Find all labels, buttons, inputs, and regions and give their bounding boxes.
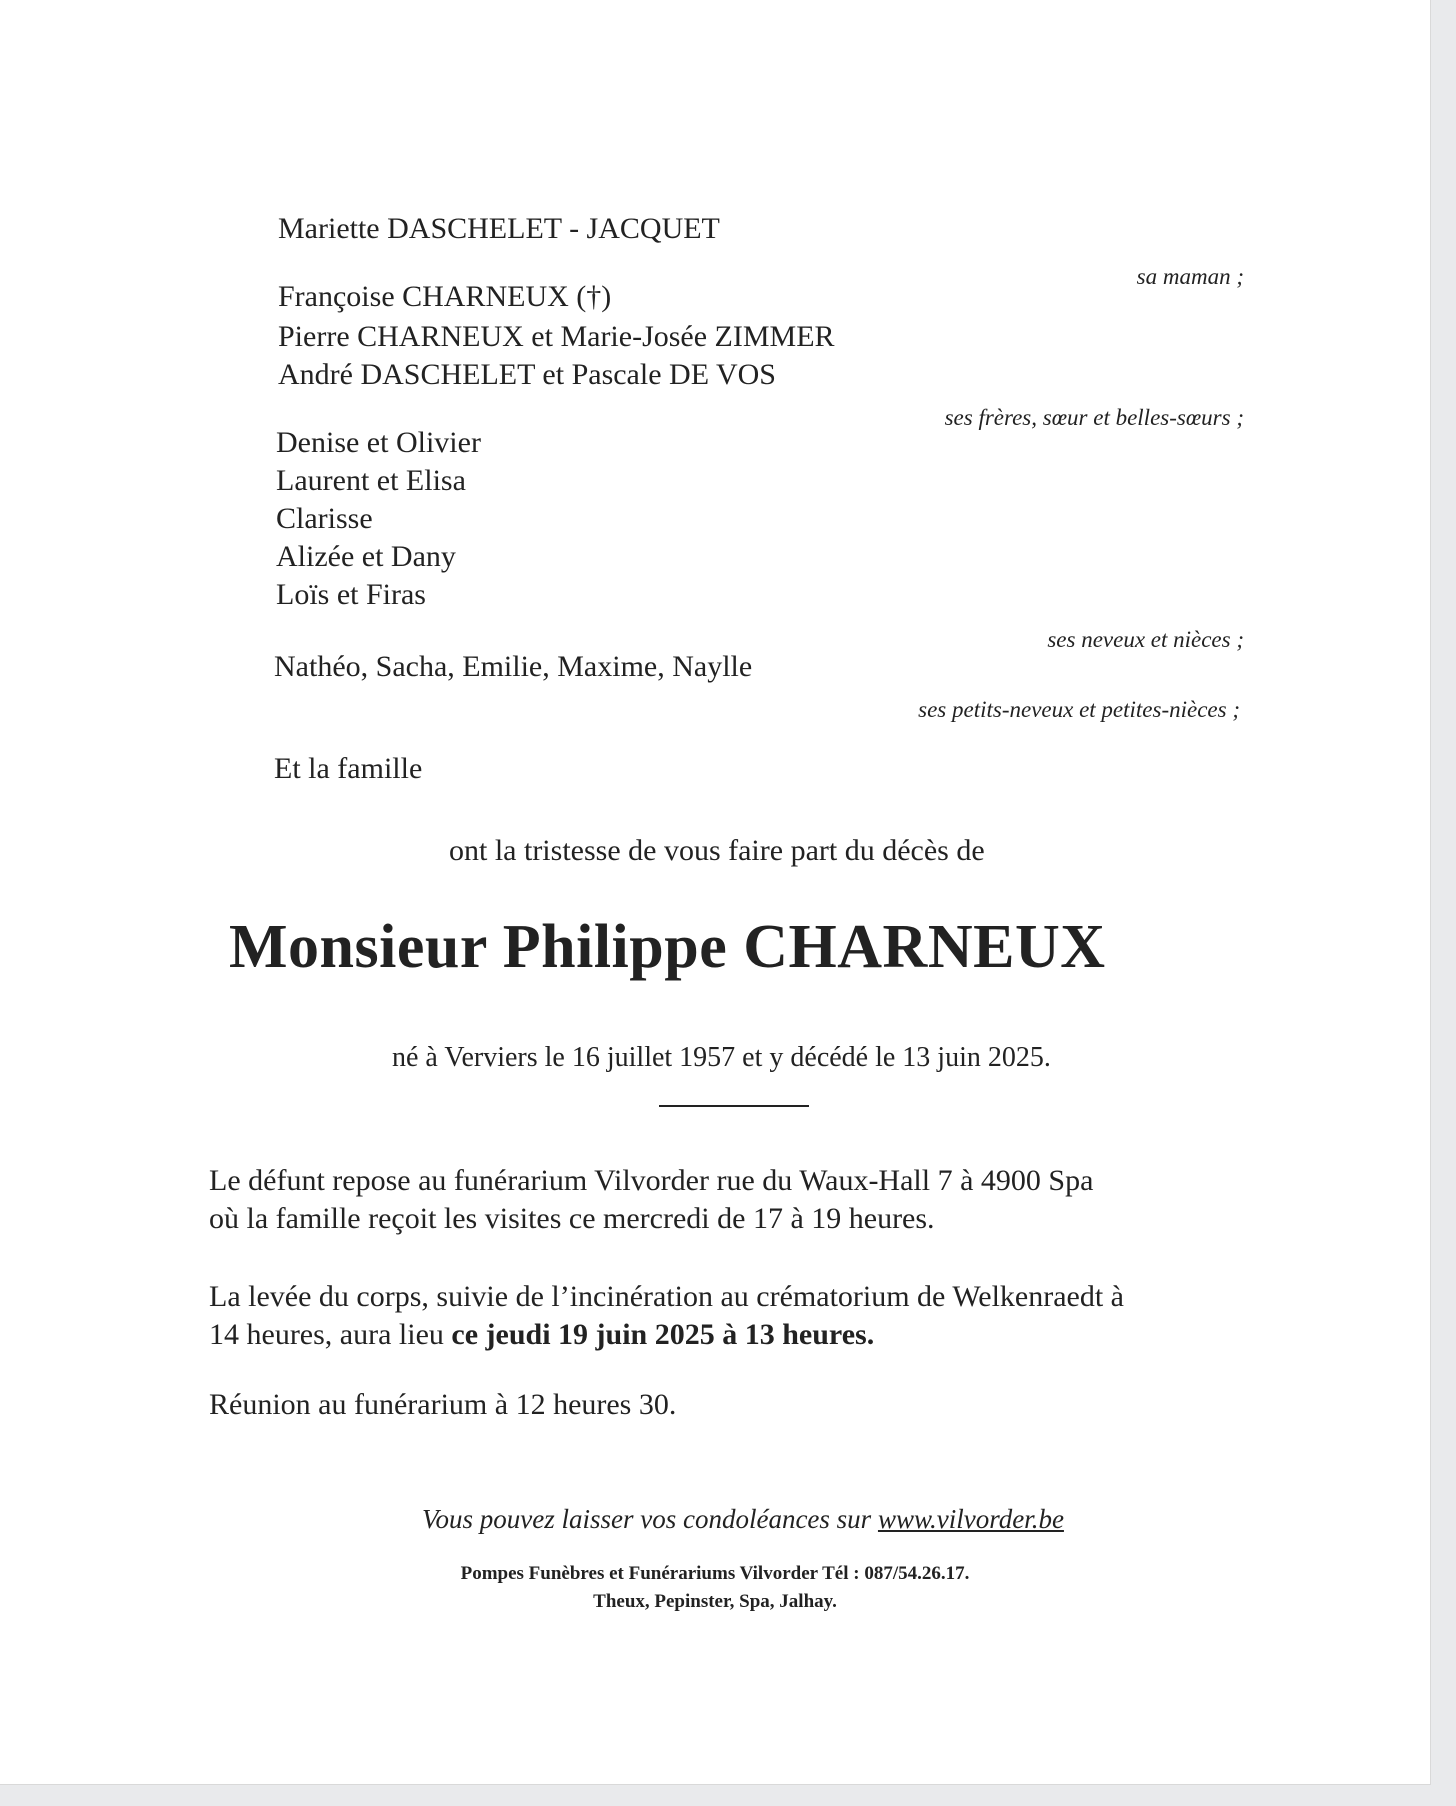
sibling-2: Pierre CHARNEUX et Marie-Josée ZIMMER <box>278 320 835 353</box>
ceremony-date-bold: ce jeudi 19 juin 2025 à 13 heures. <box>451 1318 875 1351</box>
ceremony-line-1: La levée du corps, suivie de l’incinération au crématorium de Welkenraedt à <box>209 1280 1124 1313</box>
announcement: ont la tristesse de vous faire part du décès de <box>449 834 985 867</box>
family-line: Et la famille <box>274 752 423 785</box>
footer-line-1: Pompes Funèbres et Funérariums Vilvorder Tél : 087/54.26.17. <box>460 1563 970 1584</box>
deceased-name: Monsieur Philippe CHARNEUX <box>229 913 1106 981</box>
repose-line-1: Le défunt repose au funérarium Vilvorder rue du Waux-Hall 7 à 4900 Spa <box>209 1164 1094 1197</box>
nephew-1: Denise et Olivier <box>276 426 481 459</box>
nephew-2: Laurent et Elisa <box>276 464 466 497</box>
sibling-1: Françoise CHARNEUX (†) <box>278 280 612 313</box>
footer-line-2: Theux, Pepinster, Spa, Jalhay. <box>593 1591 837 1612</box>
birth-death-dates: né à Verviers le 16 juillet 1957 et y décédé le 13 juin 2025. <box>392 1042 1051 1073</box>
nephew-3: Clarisse <box>276 502 373 535</box>
meeting-line: Réunion au funérarium à 12 heures 30. <box>209 1388 677 1421</box>
divider <box>659 1105 809 1107</box>
condolences-line <box>422 1504 1064 1535</box>
nephews-relation: ses neveux et nièces ; <box>1047 627 1244 652</box>
ceremony-line-2-text: 14 heures, aura lieu <box>209 1318 452 1351</box>
grand-nephews: Nathéo, Sacha, Emilie, Maxime, Naylle <box>274 650 753 683</box>
repose-line-2: où la famille reçoit les visites ce mercredi de 17 à 19 heures. <box>209 1202 935 1235</box>
nephew-4: Alizée et Dany <box>276 540 456 573</box>
nephew-5: Loïs et Firas <box>276 578 426 611</box>
sibling-3: André DASCHELET et Pascale DE VOS <box>278 358 776 391</box>
ceremony-line-2 <box>209 1318 874 1352</box>
condolences-text: Vous pouvez laisser vos condoléances sur <box>422 1504 878 1534</box>
siblings-relation: ses frères, sœur et belles-sœurs ; <box>944 405 1244 430</box>
mother-name: Mariette DASCHELET - JACQUET <box>278 212 720 245</box>
condolences-link[interactable]: www.vilvorder.be <box>877 1504 1064 1534</box>
grand-nephews-relation: ses petits-neveux et petites-nièces ; <box>918 697 1240 722</box>
mother-relation: sa maman ; <box>1136 264 1244 289</box>
